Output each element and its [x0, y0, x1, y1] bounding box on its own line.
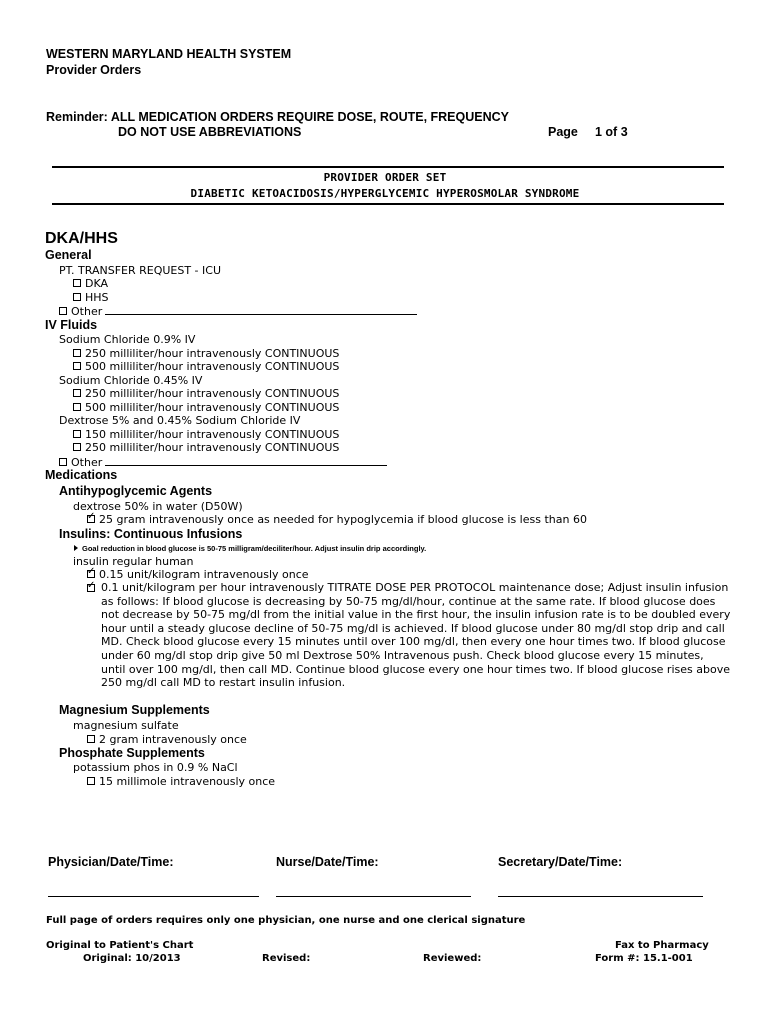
checkbox-d5-250[interactable]	[73, 443, 81, 451]
magnesium-order[interactable]	[87, 733, 247, 746]
nacl-09-250[interactable]	[73, 347, 339, 360]
checkbox-magnesium-order[interactable]	[87, 735, 95, 743]
checkbox-iv-other[interactable]	[59, 458, 67, 466]
physician-signature-label: Physician/Date/Time:	[48, 855, 174, 869]
checkbox-nacl-045-250[interactable]	[73, 389, 81, 397]
option-hhs[interactable]	[73, 291, 109, 304]
nacl-09-500[interactable]	[73, 360, 339, 373]
nacl-045-500-label: 500 milliliter/hour intravenously CONTINUOUS	[85, 401, 340, 414]
fax-to-pharmacy: Fax to Pharmacy	[615, 940, 709, 951]
checkbox-dka[interactable]	[73, 279, 81, 287]
nacl-045-500[interactable]	[73, 401, 339, 414]
secretary-signature-line[interactable]	[498, 896, 703, 897]
phosphate-heading: Phosphate Supplements	[59, 746, 205, 760]
transfer-request: PT. TRANSFER REQUEST - ICU	[59, 264, 222, 277]
reminder-line-2: DO NOT USE ABBREVIATIONS	[118, 125, 302, 139]
banner-bottom-rule	[52, 203, 724, 205]
nacl-09-500-label: 500 milliliter/hour intravenously CONTINUOUS	[85, 360, 340, 373]
nurse-signature-label: Nurse/Date/Time:	[276, 855, 379, 869]
banner-title: PROVIDER ORDER SET	[323, 171, 447, 184]
original-to-chart: Original to Patient's Chart	[46, 940, 194, 951]
phosphate-order[interactable]	[87, 775, 275, 788]
checkbox-insulin-bolus[interactable]	[87, 570, 95, 578]
insulin-bolus[interactable]	[87, 568, 309, 581]
section-medications: Medications	[45, 468, 118, 482]
d5-150[interactable]	[73, 428, 339, 441]
magnesium-heading: Magnesium Supplements	[59, 703, 210, 717]
antihypoglycemic-heading: Antihypoglycemic Agents	[59, 484, 213, 498]
arrow-right-icon	[74, 545, 78, 551]
d50w: dextrose 50% in water (D50W)	[73, 500, 243, 513]
option-dka[interactable]	[73, 277, 108, 290]
insulin-bolus-label: 0.15 unit/kilogram intravenously once	[99, 568, 309, 581]
general-other-field[interactable]	[105, 304, 417, 315]
d5-150-label: 150 milliliter/hour intravenously CONTINUOUS	[85, 428, 340, 441]
option-dka-label: DKA	[85, 277, 109, 290]
nacl-09: Sodium Chloride 0.9% IV	[59, 333, 196, 346]
nacl-045-250[interactable]	[73, 387, 339, 400]
magnesium-order-label: 2 gram intravenously once	[99, 733, 247, 746]
d5-250[interactable]	[73, 441, 339, 454]
checkbox-general-other[interactable]	[59, 307, 67, 315]
checkbox-nacl-09-250[interactable]	[73, 349, 81, 357]
nacl-045-250-label: 250 milliliter/hour intravenously CONTINUOUS	[85, 387, 340, 400]
phosphate-order-label: 15 millimole intravenously once	[99, 775, 276, 788]
general-other[interactable]	[59, 304, 417, 318]
page-label: Page	[548, 125, 578, 139]
iv-other[interactable]	[59, 455, 387, 469]
banner-top-rule	[52, 166, 724, 168]
secretary-signature-label: Secretary/Date/Time:	[498, 855, 623, 869]
checkbox-insulin-drip[interactable]	[87, 584, 95, 592]
main-title: DKA/HHS	[45, 230, 118, 247]
checkbox-phosphate-order[interactable]	[87, 777, 95, 785]
d5-250-label: 250 milliliter/hour intravenously CONTINUOUS	[85, 441, 340, 454]
checkbox-d50w-order[interactable]	[87, 515, 95, 523]
reviewed-label: Reviewed:	[423, 953, 482, 964]
general-other-label: Other	[71, 305, 103, 318]
d50w-order-label: 25 gram intravenously once as needed for hypoglycemia if blood glucose is less than 60	[99, 513, 587, 526]
checkbox-nacl-045-500[interactable]	[73, 403, 81, 411]
insulin-goal-note	[74, 544, 426, 553]
iv-other-field[interactable]	[105, 455, 387, 466]
d50w-order[interactable]	[87, 513, 587, 526]
checkbox-nacl-09-500[interactable]	[73, 362, 81, 370]
insulin-goal-note-text: Goal reduction in blood glucose is 50-75 milligram/deciliter/hour. Adjust insulin drip accordingly.	[82, 544, 427, 553]
insulins-heading: Insulins: Continuous Infusions	[59, 527, 243, 541]
potassium-phos: potassium phos in 0.9 % NaCl	[73, 761, 238, 774]
insulin-drip-order: 0.1 unit/kilogram per hour intravenously TITRATE DOSE PER PROTOCOL maintenance dose; Adjust insulin infusion as follows: If blood glucose is decreasing by 50-75 mg/dl/hour, continue at the same rate. If blood glucose does not decrease by 50-75 mg/dl from the initial value in the first hour, the insulin infusion rate is to be doubled every hour until a steady glucose decline of 50-75 mg/dl is achieved. If blood glucose under 80 mg/dl stop drip and call MD. Check blood glucose every 15 minutes until over 100 mg/dl, then every one hour times two. If blood glucose under 60 mg/dl stop drip give 50 ml Dextrose 50% Intravenous push. Check blood glucose every 15 minutes, until over 100 mg/dl, then call MD. Continue blood glucose every one hour times two. If blood glucose rises above 250 mg/dl call MD to restart insulin infusion.	[101, 581, 731, 690]
signature-requirement-note: Full page of orders requires only one physician, one nurse and one clerical signature	[46, 915, 526, 926]
org-name: WESTERN MARYLAND HEALTH SYSTEM	[46, 47, 292, 61]
reminder-line-1: Reminder: ALL MEDICATION ORDERS REQUIRE DOSE, ROUTE, FREQUENCY	[46, 110, 510, 124]
nacl-045: Sodium Chloride 0.45% IV	[59, 374, 203, 387]
original-date: Original: 10/2013	[83, 953, 181, 964]
option-hhs-label: HHS	[85, 291, 109, 304]
insulin-regular: insulin regular human	[73, 555, 194, 568]
checkbox-hhs[interactable]	[73, 293, 81, 301]
d5-half-ns: Dextrose 5% and 0.45% Sodium Chloride IV	[59, 414, 301, 427]
nurse-signature-line[interactable]	[276, 896, 471, 897]
revised-label: Revised:	[262, 953, 311, 964]
banner-subtitle: DIABETIC KETOACIDOSIS/HYPERGLYCEMIC HYPEROSMOLAR SYNDROME	[190, 187, 580, 200]
iv-other-label: Other	[71, 456, 103, 469]
checkbox-d5-150[interactable]	[73, 430, 81, 438]
magnesium-sulfate: magnesium sulfate	[73, 719, 179, 732]
form-number: Form #: 15.1-001	[595, 953, 693, 964]
section-iv-fluids: IV Fluids	[45, 318, 98, 332]
doc-subtitle: Provider Orders	[46, 63, 142, 77]
page-number: 1 of 3	[595, 125, 628, 139]
physician-signature-line[interactable]	[48, 896, 259, 897]
nacl-09-250-label: 250 milliliter/hour intravenously CONTINUOUS	[85, 347, 340, 360]
section-general: General	[45, 248, 92, 262]
